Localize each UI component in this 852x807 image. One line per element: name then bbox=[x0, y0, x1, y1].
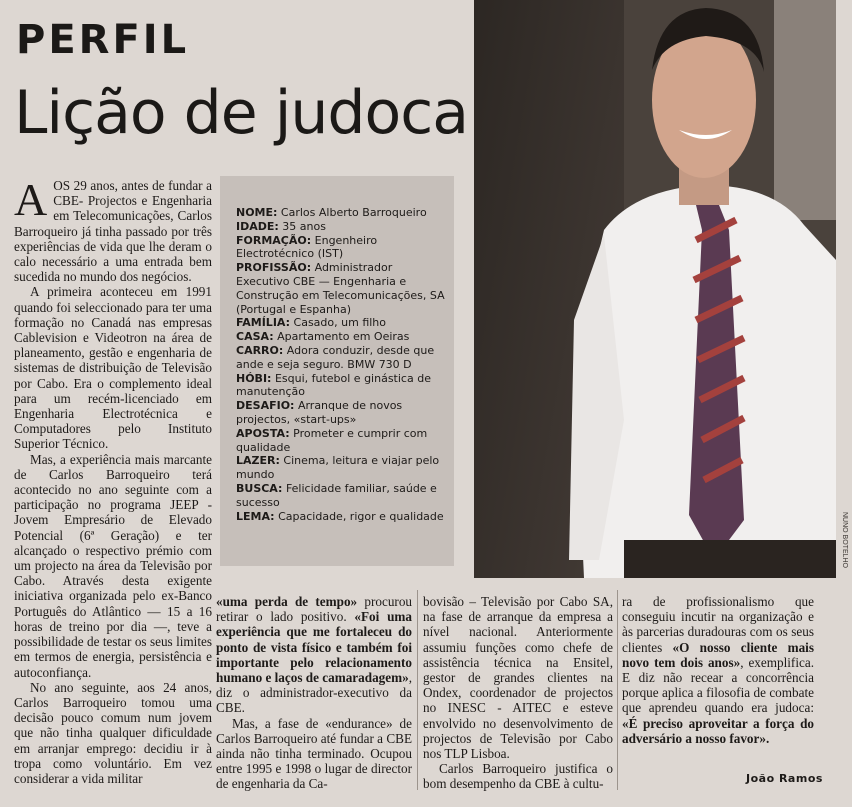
profile-value: Apartamento em Oeiras bbox=[277, 330, 410, 344]
profile-key: FORMAÇÃO: bbox=[236, 233, 312, 247]
profile-row bbox=[236, 399, 448, 427]
paragraph-text: Carlos Barroqueiro justifica o bom desempenho da CBE à cultu- bbox=[423, 761, 613, 792]
paragraph-text: ra de profissionalismo que conseguiu incutir na organização e às parcerias duradouras com os seus clientes bbox=[622, 594, 814, 655]
photo-credit bbox=[837, 500, 849, 580]
paragraph-text: , exemplifica. E diz não recear a concorrência porque aplica a filosofia de combate que aprendeu quando era judoca: bbox=[622, 654, 814, 716]
profile-key: HÓBI: bbox=[236, 371, 272, 385]
paragraph bbox=[423, 594, 613, 761]
profile-value: Cinema, leitura e viajar pelo mundo bbox=[236, 454, 440, 482]
paragraph-text: procurou retirar o lado positivo. bbox=[216, 594, 413, 625]
profile-row bbox=[236, 344, 448, 372]
profile-facts bbox=[236, 206, 448, 523]
profile-row bbox=[236, 220, 448, 234]
profile-value: Felicidade familiar, saúde e sucesso bbox=[236, 481, 437, 509]
paragraph-text: OS 29 anos, antes de fundar a CBE- Projectos e Engenharia em Telecomunicações, Carlos Barroqueiro já tinha passado por três experiências de vida que lhe deram o calo necessário a uma entrada bem sucedida no mundo dos negócios. bbox=[14, 178, 212, 285]
headline: Lição de judoca bbox=[14, 78, 468, 148]
article-column-1 bbox=[14, 174, 212, 793]
paragraph-2: A primeira aconteceu em 1991 quando foi seleccionado para ter uma formação no Canadá nas empresas Cablevision e Videotron na área de planeamento, gestão e engenharia de sistemas de distribuição de Televisão por Cabo. Era o complemento ideal para um recém-licenciado em Engenharia Electrotécnica e Computadores pelo Instituto Superior Técnico. bbox=[14, 284, 212, 452]
profile-key: NOME: bbox=[236, 206, 278, 219]
profile-key: PROFISSÃO: bbox=[236, 261, 312, 275]
profile-key: DESAFIO: bbox=[236, 399, 295, 413]
column-rule bbox=[417, 590, 418, 790]
paragraph-3: Mas, a experiência mais marcante de Carlos Barroqueiro terá acontecido no ano seguinte com a participação no programa JEEP - Jovem Empresário de Elevado Potencial (6ª Geração) e ter alcançado o respectivo prémio com um projecto na área da Televisão por Cabo. Através desta exigente iniciativa organizada pelo ex-Banco Português do Atlântico — 15 a 16 horas de treino por dia —, teve a possibilidade de testar os seus limites em termos de energia, persistência e autoconfiança. bbox=[14, 451, 212, 680]
profile-key: LEMA: bbox=[236, 509, 275, 523]
quote-text: «Foi uma experiência que me fortaleceu do ponto de vista físico e também foi importante pelo relacionamento humano e laços de camaradagem» bbox=[216, 609, 412, 686]
profile-key: APOSTA: bbox=[236, 426, 290, 440]
profile-value: Carlos Alberto Barroqueiro bbox=[280, 206, 427, 219]
paragraph bbox=[622, 594, 814, 746]
profile-key: LAZER: bbox=[236, 454, 280, 468]
profile-value: Capacidade, rigor e qualidade bbox=[278, 509, 444, 523]
paragraph bbox=[216, 716, 412, 792]
profile-key: CARRO: bbox=[236, 343, 284, 357]
paragraph-4: No ano seguinte, aos 24 anos, Carlos Barroqueiro tomou uma decisão pouco comum num jovem que não tinha qualquer dificuldade em arranjar emprego: decidiu ir à tropa como voluntário. Em vez considerar a vida militar bbox=[14, 679, 212, 786]
profile-value: Engenheiro Electrotécnico (IST) bbox=[236, 233, 378, 261]
paragraph-text: Mas, a fase de «endurance» de Carlos Barroqueiro até fundar a CBE ainda não tinha terminado. Ocupou entre 1995 e 1998 o lugar de director de engenharia da Ca- bbox=[216, 715, 412, 792]
profile-row bbox=[236, 261, 448, 316]
profile-value: 35 anos bbox=[282, 219, 326, 233]
profile-value: Casado, um filho bbox=[293, 316, 386, 330]
portrait-photo bbox=[474, 0, 836, 578]
profile-key: BUSCA: bbox=[236, 481, 283, 495]
paragraph-1 bbox=[14, 174, 212, 285]
profile-key: IDADE: bbox=[236, 219, 279, 233]
quote-text: «É preciso aproveitar a força do adversário a nosso favor». bbox=[622, 715, 814, 746]
profile-key: CASA: bbox=[236, 330, 274, 344]
article-column-2 bbox=[216, 594, 412, 792]
profile-value: Esqui, futebol e ginástica de manutenção bbox=[236, 371, 431, 399]
article-column-3 bbox=[423, 594, 613, 792]
paragraph bbox=[216, 594, 412, 716]
profile-row bbox=[236, 427, 448, 455]
quote-text: «O nosso cliente mais novo tem dois anos» bbox=[622, 639, 814, 670]
profile-value: Adora conduzir, desde que ande e seja seguro. BMW 730 D bbox=[236, 343, 435, 371]
profile-value: Prometer e cumprir com qualidade bbox=[236, 426, 428, 454]
portrait-illustration bbox=[474, 0, 836, 578]
section-label: PERFIL bbox=[16, 17, 190, 63]
svg-text:NUNO BOTELHO: NUNO BOTELHO bbox=[841, 511, 848, 569]
profile-row bbox=[236, 234, 448, 262]
byline: João Ramos bbox=[746, 772, 823, 785]
column-rule bbox=[617, 590, 618, 790]
profile-row bbox=[236, 316, 448, 330]
profile-key: FAMÍLIA: bbox=[236, 316, 291, 330]
quote-text: «uma perda de tempo» bbox=[216, 594, 358, 609]
profile-row bbox=[236, 454, 448, 482]
paragraph bbox=[423, 761, 613, 791]
profile-row bbox=[236, 482, 448, 510]
profile-value: Arranque de novos projectos, «start-ups» bbox=[236, 399, 403, 426]
profile-row bbox=[236, 510, 448, 524]
paragraph-text: bovisão – Televisão por Cabo SA, na fase de arranque da empresa a nível nacional. Anteriormente assumiu funções como chefe de assistência técnica na Ensitel, gestor de grandes clientes na Ondex, coordenador de projectos no INESC - AITEC e esteve envolvido no desenvolvimento de projectos de Televisão por Cabo nos TLP Lisboa. bbox=[423, 594, 613, 762]
profile-row bbox=[236, 206, 448, 220]
profile-row bbox=[236, 330, 448, 344]
article-column-4 bbox=[622, 594, 814, 746]
profile-value: Administrador Executivo CBE — Engenharia e Construção em Telecomunicações, SA (Portugal e Espanha) bbox=[236, 261, 445, 316]
drop-cap: A bbox=[14, 174, 48, 225]
paragraph-text: , diz o administrador-executivo da CBE. bbox=[216, 670, 412, 716]
profile-row bbox=[236, 372, 448, 400]
